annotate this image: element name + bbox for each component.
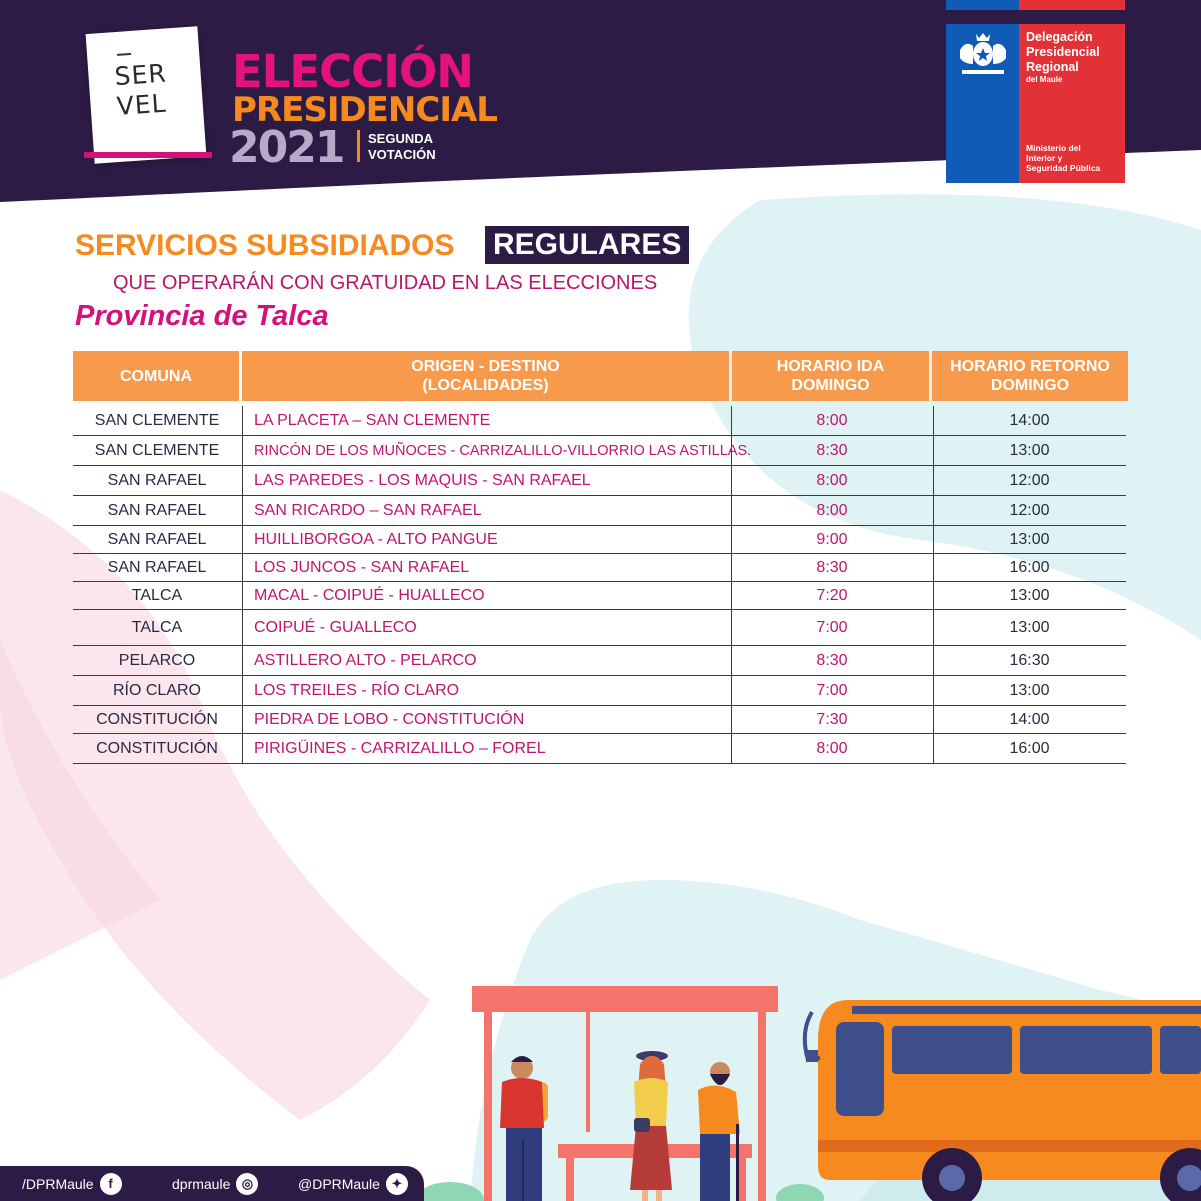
person-elderly-cane	[698, 1062, 740, 1201]
delegation-name-line3: Regional	[1026, 60, 1079, 74]
return-time-cell: 12:00	[1009, 501, 1050, 519]
return-time-cell: 13:00	[1009, 618, 1050, 636]
delegation-name-line1: Delegación	[1026, 30, 1093, 44]
province-title: Provincia de Talca	[75, 300, 329, 332]
ministry-line3: Seguridad Pública	[1026, 163, 1101, 173]
header-comuna-label: COMUNA	[120, 367, 192, 385]
route-cell: ASTILLERO ALTO - PELARCO	[254, 651, 477, 669]
departure-time-cell: 7:20	[816, 586, 848, 604]
header-ida-line1: HORARIO IDA	[776, 358, 885, 375]
facebook-icon[interactable]: f	[100, 1173, 122, 1195]
departure-time-cell: 8:00	[816, 501, 848, 519]
route-cell: MACAL - COIPUÉ - HUALLECO	[254, 586, 485, 604]
social-footer	[0, 1166, 424, 1201]
route-cell: LAS PAREDES - LOS MAQUIS - SAN RAFAEL	[254, 471, 591, 489]
twitter-handle[interactable]: @DPRMaule	[298, 1175, 380, 1192]
comuna-cell: PELARCO	[118, 651, 196, 669]
route-cell: LA PLACETA – SAN CLEMENTE	[254, 411, 491, 429]
return-time-cell: 13:00	[1009, 530, 1050, 548]
departure-time-cell: 7:00	[816, 618, 848, 636]
delegation-name-line2: Presidencial	[1026, 45, 1100, 59]
route-cell: RINCÓN DE LOS MUÑOCES - CARRIZALILLO-VILLORRIO LAS ASTILLAS.	[254, 442, 752, 459]
comuna-cell: SAN RAFAEL	[107, 471, 207, 489]
departure-time-cell: 8:30	[816, 441, 848, 459]
facebook-link[interactable]	[22, 1166, 122, 1201]
comuna-cell: CONSTITUCIÓN	[96, 739, 218, 757]
return-time-cell: 16:00	[1009, 739, 1050, 757]
route-cell: HUILLIBORGOA - ALTO PANGUE	[254, 530, 498, 548]
page-subtitle: QUE OPERARÁN CON GRATUIDAD EN LAS ELECCIONES	[113, 272, 658, 294]
return-time-cell: 14:00	[1009, 710, 1050, 728]
departure-time-cell: 8:00	[816, 411, 848, 429]
comuna-cell: SAN RAFAEL	[107, 558, 207, 576]
route-cell: PIEDRA DE LOBO - CONSTITUCIÓN	[254, 710, 525, 728]
comuna-cell: SAN CLEMENTE	[94, 441, 220, 459]
header-ida-line2: DOMINGO	[791, 377, 870, 394]
departure-time-cell: 8:00	[816, 471, 848, 489]
departure-time-cell: 8:00	[816, 739, 848, 757]
comuna-cell: SAN RAFAEL	[107, 530, 207, 548]
departure-time-cell: 8:30	[816, 651, 848, 669]
ministry-line2: Interior y	[1026, 153, 1063, 163]
instagram-link[interactable]	[172, 1166, 258, 1201]
comuna-cell: RÍO CLARO	[112, 681, 201, 699]
route-cell: LOS JUNCOS - SAN RAFAEL	[254, 558, 470, 576]
person-woman-hat	[630, 1051, 672, 1201]
return-time-cell: 16:30	[1009, 651, 1050, 669]
return-time-cell: 13:00	[1009, 586, 1050, 604]
departure-time-cell: 7:30	[816, 710, 848, 728]
comuna-cell: SAN CLEMENTE	[94, 411, 220, 429]
twitter-link[interactable]	[298, 1166, 408, 1201]
route-cell: COIPUÉ - GUALLECO	[254, 618, 417, 636]
departure-time-cell: 9:00	[816, 530, 848, 548]
title-badge: REGULARES	[485, 226, 689, 264]
return-time-cell: 14:00	[1009, 411, 1050, 429]
election-round-line2: VOTACIÓN	[368, 147, 436, 162]
election-round-line1: SEGUNDA	[368, 131, 434, 146]
header-ruta-line2: (LOCALIDADES)	[422, 377, 549, 394]
page-title: SERVICIOS SUBSIDIADOS	[75, 229, 455, 262]
header-retorno-line2: DOMINGO	[990, 377, 1070, 394]
departure-time-cell: 8:30	[816, 558, 848, 576]
return-time-cell: 13:00	[1009, 681, 1050, 699]
person-man-backpack	[500, 1056, 548, 1201]
comuna-cell: TALCA	[131, 618, 183, 636]
instagram-handle[interactable]: dprmaule	[172, 1175, 231, 1192]
delegation-name-line4: del Maule	[1026, 75, 1063, 84]
instagram-icon[interactable]: ◎	[236, 1173, 258, 1195]
servel-line2: VEL	[115, 88, 168, 122]
header-ruta-line1: ORIGEN - DESTINO	[411, 358, 560, 375]
route-cell: SAN RICARDO – SAN RAFAEL	[254, 501, 482, 519]
comuna-cell: CONSTITUCIÓN	[96, 710, 218, 728]
bus	[805, 1000, 1201, 1201]
departure-time-cell: 7:00	[816, 681, 848, 699]
comuna-cell: TALCA	[131, 586, 183, 604]
election-year: 2021	[229, 122, 344, 173]
election-subtitle: PRESIDENCIAL	[232, 90, 497, 130]
header-retorno-line1: HORARIO RETORNO	[950, 358, 1110, 375]
ministry-line1: Ministerio del	[1026, 143, 1081, 153]
route-cell: LOS TREILES - RÍO CLARO	[254, 681, 460, 699]
return-time-cell: 16:00	[1009, 558, 1050, 576]
route-cell: PIRIGÜINES - CARRIZALILLO – FOREL	[254, 739, 546, 757]
election-title: ELECCIÓN	[232, 45, 473, 98]
twitter-icon[interactable]: ✦	[386, 1173, 408, 1195]
return-time-cell: 12:00	[1009, 471, 1050, 489]
facebook-handle[interactable]: /DPRMaule	[22, 1175, 94, 1192]
comuna-cell: SAN RAFAEL	[107, 501, 207, 519]
servel-line1: SER	[113, 58, 168, 92]
return-time-cell: 13:00	[1009, 441, 1050, 459]
